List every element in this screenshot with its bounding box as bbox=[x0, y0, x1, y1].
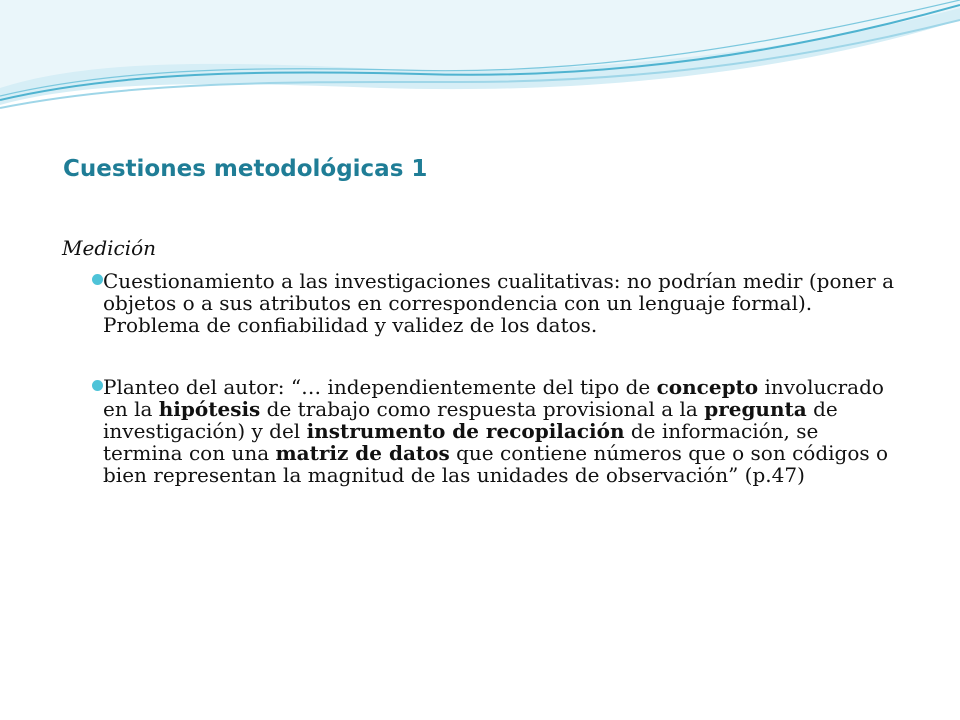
bullet-dot-icon bbox=[92, 380, 103, 391]
bullet-bold-segment: matriz de datos bbox=[275, 441, 450, 465]
bullet-bold-segment: pregunta bbox=[704, 397, 807, 421]
slide-content bbox=[62, 234, 902, 486]
bullet-bold-segment: concepto bbox=[656, 375, 759, 399]
bullet-segment: de investigación) y del bbox=[103, 397, 838, 443]
bullet-segment: involucrado en la bbox=[103, 375, 884, 421]
bullet-segment: Cuestionamiento a las investigaciones cualitativas: no podrían medir (poner a objetos o a sus atributos en correspondencia con un lenguaje formal). Problema de confiabilidad y validez de los datos. bbox=[103, 269, 895, 337]
bullet-text bbox=[103, 376, 902, 486]
bullet-segment: que contiene números que o son códigos o bien representan la magnitud de las unidades de observación” (p.47) bbox=[103, 441, 889, 487]
subheading: Medición bbox=[62, 236, 157, 260]
bullet-bold-segment: hipótesis bbox=[158, 397, 261, 421]
bullet-dot-icon bbox=[92, 274, 103, 285]
bullet-segment: Planteo del autor: “… independientemente del tipo de bbox=[103, 375, 657, 399]
bullet-segment: de información, se termina con una bbox=[103, 419, 819, 465]
bullet-list bbox=[62, 270, 902, 486]
slide-title: Cuestiones metodológicas 1 bbox=[63, 156, 428, 182]
bullet-text bbox=[103, 270, 902, 336]
bullet-item bbox=[62, 376, 902, 486]
bullet-item bbox=[62, 270, 902, 336]
bullet-segment: de trabajo como respuesta provisional a la bbox=[260, 397, 705, 421]
bullet-bold-segment: instrumento de recopilación bbox=[306, 419, 625, 443]
header-wave-decoration bbox=[0, 0, 960, 130]
